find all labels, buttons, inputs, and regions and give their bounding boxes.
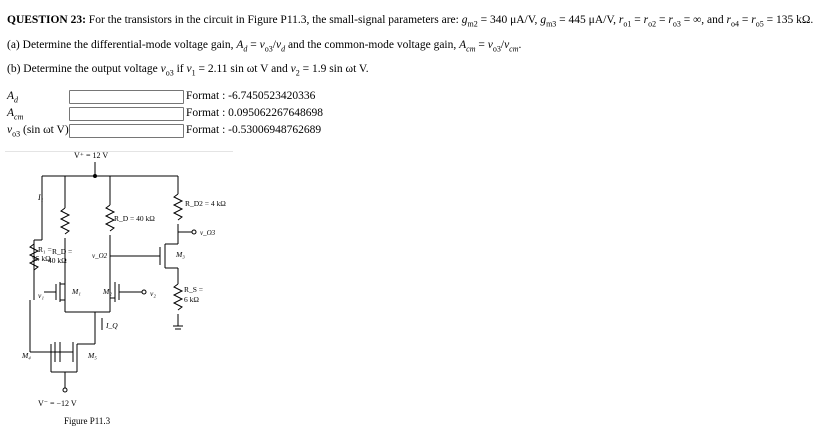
- vo2-label: v_O2: [92, 252, 108, 260]
- rd-label: R_D =: [52, 247, 73, 256]
- answer-label-vo3: $v_{o3}$ (sin ωt V): [7, 123, 69, 139]
- rd2b-label: R_D2 = 4 kΩ: [185, 199, 226, 208]
- vo3-label: v_O3: [200, 229, 216, 237]
- vplus-label: V⁺ = 12 V: [74, 151, 109, 160]
- part-a-text: (a) Determine the differential-mode voltage gain, $A_d = v_{o3}/v_d$ and the common-mode voltage gain, $A_{cm} = v_{o3}/v_{cm}$.: [7, 39, 522, 54]
- vminus-label: V⁻ = −12 V: [38, 399, 77, 408]
- format-hint-vo3: Format : -0.53006948762689: [186, 124, 322, 136]
- figure-caption: Figure P11.3: [64, 416, 111, 426]
- i1-label: I₁: [38, 193, 44, 202]
- m4-label: M₄: [22, 351, 31, 360]
- format-hint-acm: Format : 0.095062267648698: [186, 107, 324, 119]
- rs-label: R_S =: [184, 285, 204, 294]
- part-b-text: (b) Determine the output voltage $v_{o3}$ if $v_1 = 2.11$ sin ωt V and $v_2 = 1.9$ sin ωt V.: [7, 63, 369, 78]
- format-hint-ad: Format : -6.7450523420336: [186, 90, 316, 102]
- m3-label: M₃: [176, 250, 185, 259]
- r1-value: 55 kΩ: [32, 254, 51, 263]
- question-number: QUESTION 23:: [7, 14, 86, 26]
- r1-label: R₁ =: [38, 245, 52, 254]
- answer-label-acm: $A_{cm}$: [7, 106, 24, 122]
- v2-label: v₂: [150, 289, 156, 298]
- m5-label: M₅: [88, 351, 97, 360]
- rd2-label: R_D = 40 kΩ: [114, 214, 155, 223]
- rs-value: 6 kΩ: [184, 295, 199, 304]
- iq-label: I_Q: [106, 321, 118, 330]
- question-body: For the transistors in the circuit in Figure P11.3, the small-signal parameters are: $g_{m2} = 340$ μA/V, $g_{m3} = 445$ μA/V, $r_{o1} = r_{o2} = r_{o3}$ = ∞, and $r_{o4} = r_{o5} = 135$ kΩ.: [88, 14, 813, 29]
- v1-label: v₁: [38, 291, 44, 300]
- rd-value: 40 kΩ: [48, 256, 67, 265]
- m2-label: M₂: [103, 287, 112, 296]
- answer-label-ad: $A_d$: [7, 89, 19, 105]
- m1-label: M₁: [72, 287, 81, 296]
